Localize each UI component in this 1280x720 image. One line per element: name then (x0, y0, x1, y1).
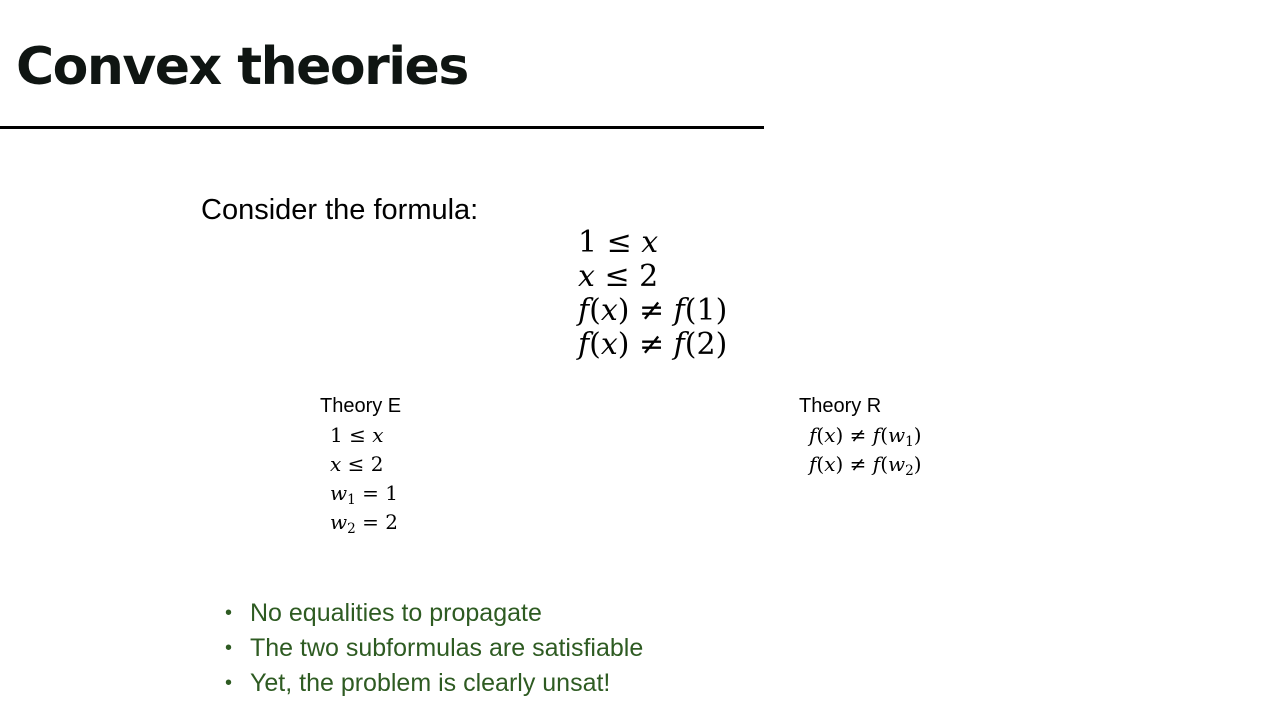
bullet-list (222, 596, 643, 701)
formula-line-2: x ≤ 2 (578, 259, 659, 294)
theory-e-line-3: $w_1 = 1$ (330, 481, 398, 509)
bullet-dot-icon: • (225, 602, 233, 624)
theory-r-line-1: $f(x) \ne f(w_1)$ (809, 423, 922, 451)
formula-line-4: f(x) ≠ f(2) (578, 327, 728, 362)
bullet-dot-icon: • (225, 637, 233, 659)
theory-e-lines (330, 421, 398, 537)
formula-line-1: 1 ≤ x (578, 225, 659, 260)
formula-block (578, 226, 727, 362)
formula-line-3: f(x) ≠ f(1) (578, 293, 728, 328)
theory-e-line-1: 1 ≤ x (330, 423, 384, 447)
bullet-dot-icon: • (225, 672, 233, 694)
theory-e-line-4: $w_2 = 2$ (330, 510, 398, 538)
theory-r-heading: Theory R (799, 395, 882, 417)
bullet-item: • Yet, the problem is clearly unsat! (222, 666, 643, 701)
theory-r-lines (809, 421, 922, 479)
intro-text: Consider the formula: (201, 194, 479, 226)
slide-title: Convex theories (16, 37, 468, 97)
theory-r-line-2: $f(x) \ne f(w_2)$ (809, 452, 922, 480)
bullet-item: • No equalities to propagate (222, 596, 643, 631)
bullet-item: • The two subformulas are satisfiable (222, 631, 643, 666)
theory-e-line-2: x ≤ 2 (330, 452, 384, 476)
title-underline (0, 126, 764, 129)
theory-e-heading: Theory E (320, 395, 402, 417)
